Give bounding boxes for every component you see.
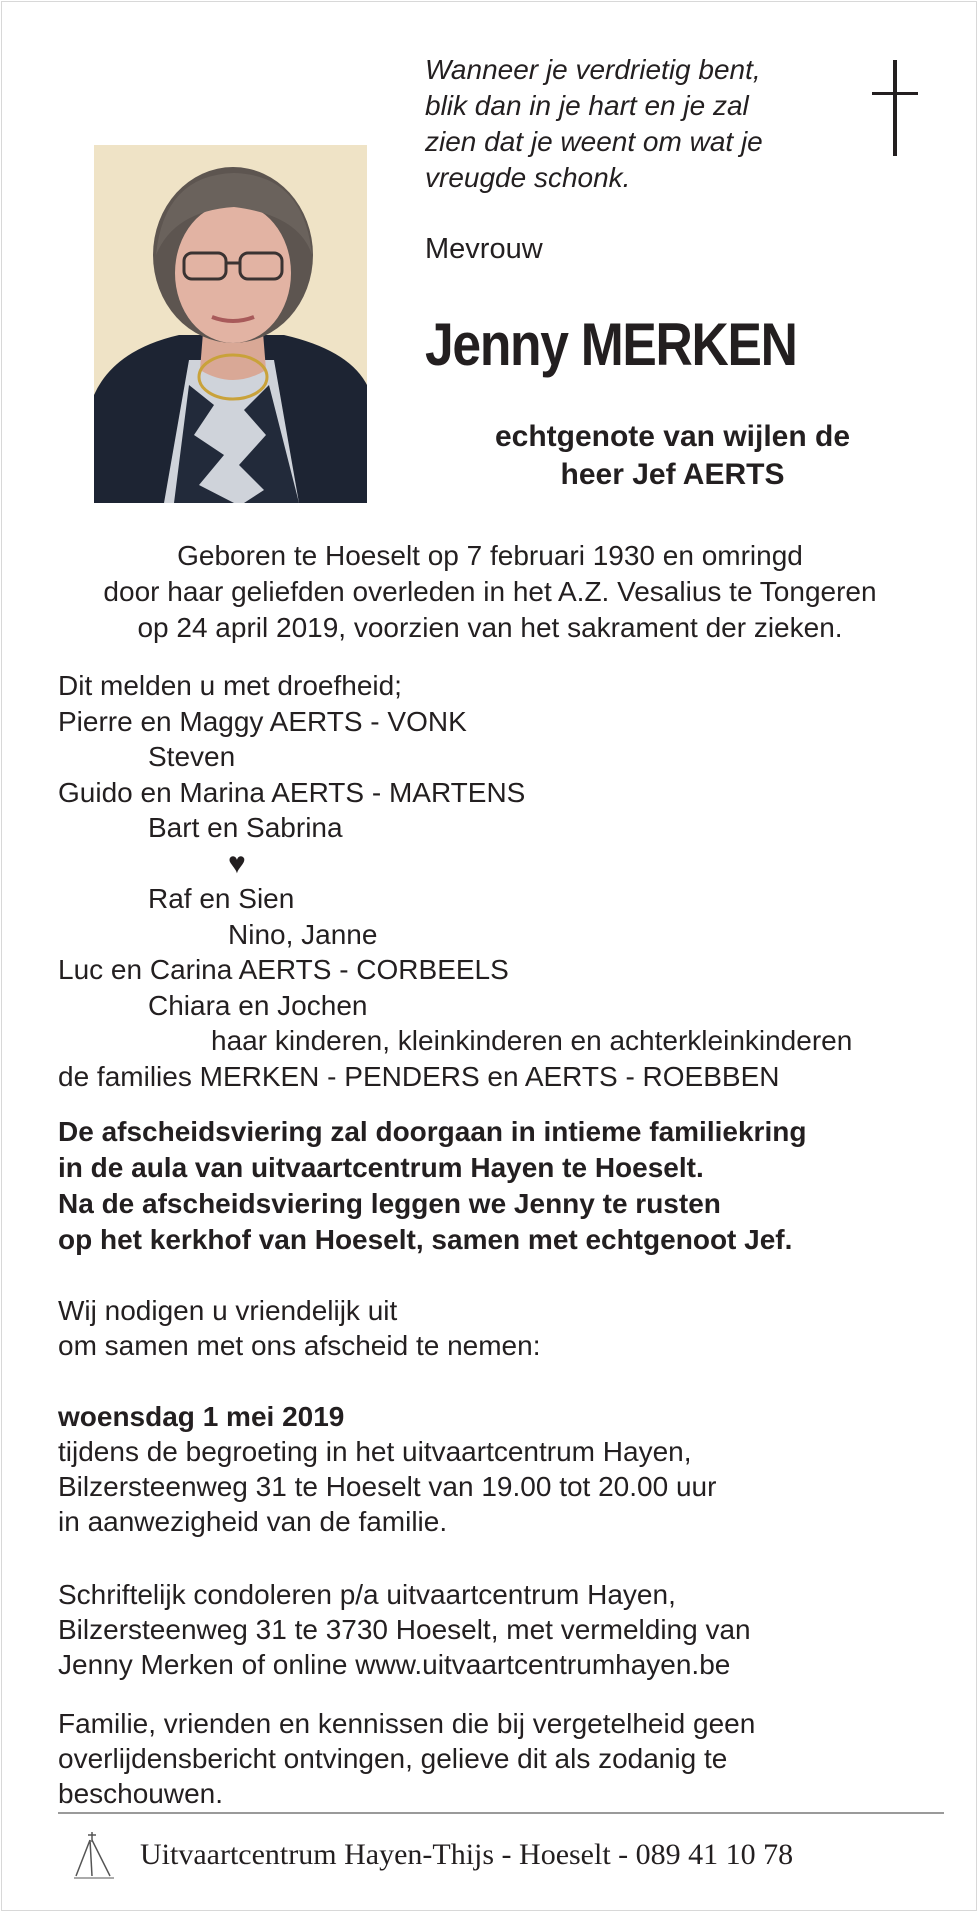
visitation-info — [58, 1399, 716, 1539]
ceremony-line: in de aula van uitvaartcentrum Hayen te Hoeselt. — [58, 1152, 704, 1183]
notice-line: Familie, vrienden en kennissen die bij vergetelheid geen — [58, 1708, 756, 1739]
heart-icon: ♥ — [228, 846, 246, 880]
portrait-photo — [94, 145, 367, 503]
invitation — [58, 1293, 540, 1363]
spouse-line — [425, 418, 920, 494]
family-member: Raf en Sien — [148, 883, 295, 914]
invitation-line: Wij nodigen u vriendelijk uit — [58, 1295, 398, 1326]
memorial-poem — [425, 52, 855, 196]
ceremony-line: De afscheidsviering zal doorgaan in intieme familiekring — [58, 1116, 807, 1147]
visitation-line: tijdens de begroeting in het uitvaartcentrum Hayen, — [58, 1436, 692, 1467]
family-member: Bart en Sabrina — [148, 812, 343, 843]
funeral-home-logo-icon — [70, 1830, 122, 1882]
birth-death-line: door haar geliefden overleden in het A.Z. Vesalius te Tongeren — [103, 576, 877, 607]
notice-line: beschouwen. — [58, 1778, 224, 1809]
family-intro: Dit melden u met droefheid; — [58, 670, 402, 701]
poem-line: vreugde schonk. — [425, 162, 631, 193]
footer-contact: Uitvaartcentrum Hayen-Thijs - Hoeselt - 089 41 10 78 — [140, 1838, 794, 1871]
birth-death-line: Geboren te Hoeselt op 7 februari 1930 en omringd — [177, 540, 803, 571]
spouse-text: heer Jef AERTS — [560, 458, 785, 491]
condolences-info — [58, 1577, 751, 1682]
visitation-line: Bilzersteenweg 31 te Hoeselt van 19.00 tot 20.00 uur — [58, 1471, 717, 1502]
poem-line: Wanneer je verdrietig bent, — [425, 54, 761, 85]
poem-line: blik dan in je hart en je zal — [425, 90, 749, 121]
family-member: Nino, Janne — [228, 918, 378, 950]
condolences-line: Bilzersteenweg 31 te 3730 Hoeselt, met vermelding van — [58, 1614, 751, 1645]
family-member: Steven — [148, 741, 236, 772]
footer-divider — [58, 1812, 944, 1814]
notice — [58, 1706, 938, 1811]
birth-death-line: op 24 april 2019, voorzien van het sakrament der zieken. — [137, 612, 843, 643]
notice-line: overlijdensbericht ontvingen, gelieve dit als zodanig te — [58, 1743, 728, 1774]
condolences-line: Schriftelijk condoleren p/a uitvaartcentrum Hayen, — [58, 1579, 676, 1610]
deceased-name: Jenny MERKEN — [425, 311, 797, 378]
visitation-line: in aanwezigheid van de familie. — [58, 1506, 448, 1537]
salutation: Mevrouw — [425, 233, 543, 265]
family-member: Chiara en Jochen — [148, 989, 368, 1021]
ceremony-info — [58, 1114, 958, 1258]
family-list — [58, 668, 938, 1094]
ceremony-line: Na de afscheidsviering leggen we Jenny te rusten — [58, 1188, 721, 1219]
family-member: Pierre en Maggy AERTS - VONK — [58, 705, 467, 737]
spouse-text: echtgenote van wijlen de — [494, 420, 851, 453]
visitation-date: woensdag 1 mei 2019 — [58, 1401, 345, 1432]
family-member: de families MERKEN - PENDERS en AERTS - ROEBBEN — [58, 1060, 780, 1092]
family-member: haar kinderen, kleinkinderen en achterkleinkinderen — [211, 1025, 853, 1056]
cross-icon — [866, 58, 926, 158]
birth-death-info — [40, 538, 940, 646]
ceremony-line: op het kerkhof van Hoeselt, samen met echtgenoot Jef. — [58, 1224, 793, 1255]
invitation-line: om samen met ons afscheid te nemen: — [58, 1330, 541, 1361]
family-member: Guido en Marina AERTS - MARTENS — [58, 776, 526, 808]
poem-line: zien dat je weent om wat je — [425, 126, 763, 157]
family-member: Luc en Carina AERTS - CORBEELS — [58, 954, 509, 985]
portrait-illustration — [94, 145, 367, 503]
condolences-line: Jenny Merken of online www.uitvaartcentrumhayen.be — [58, 1649, 731, 1680]
